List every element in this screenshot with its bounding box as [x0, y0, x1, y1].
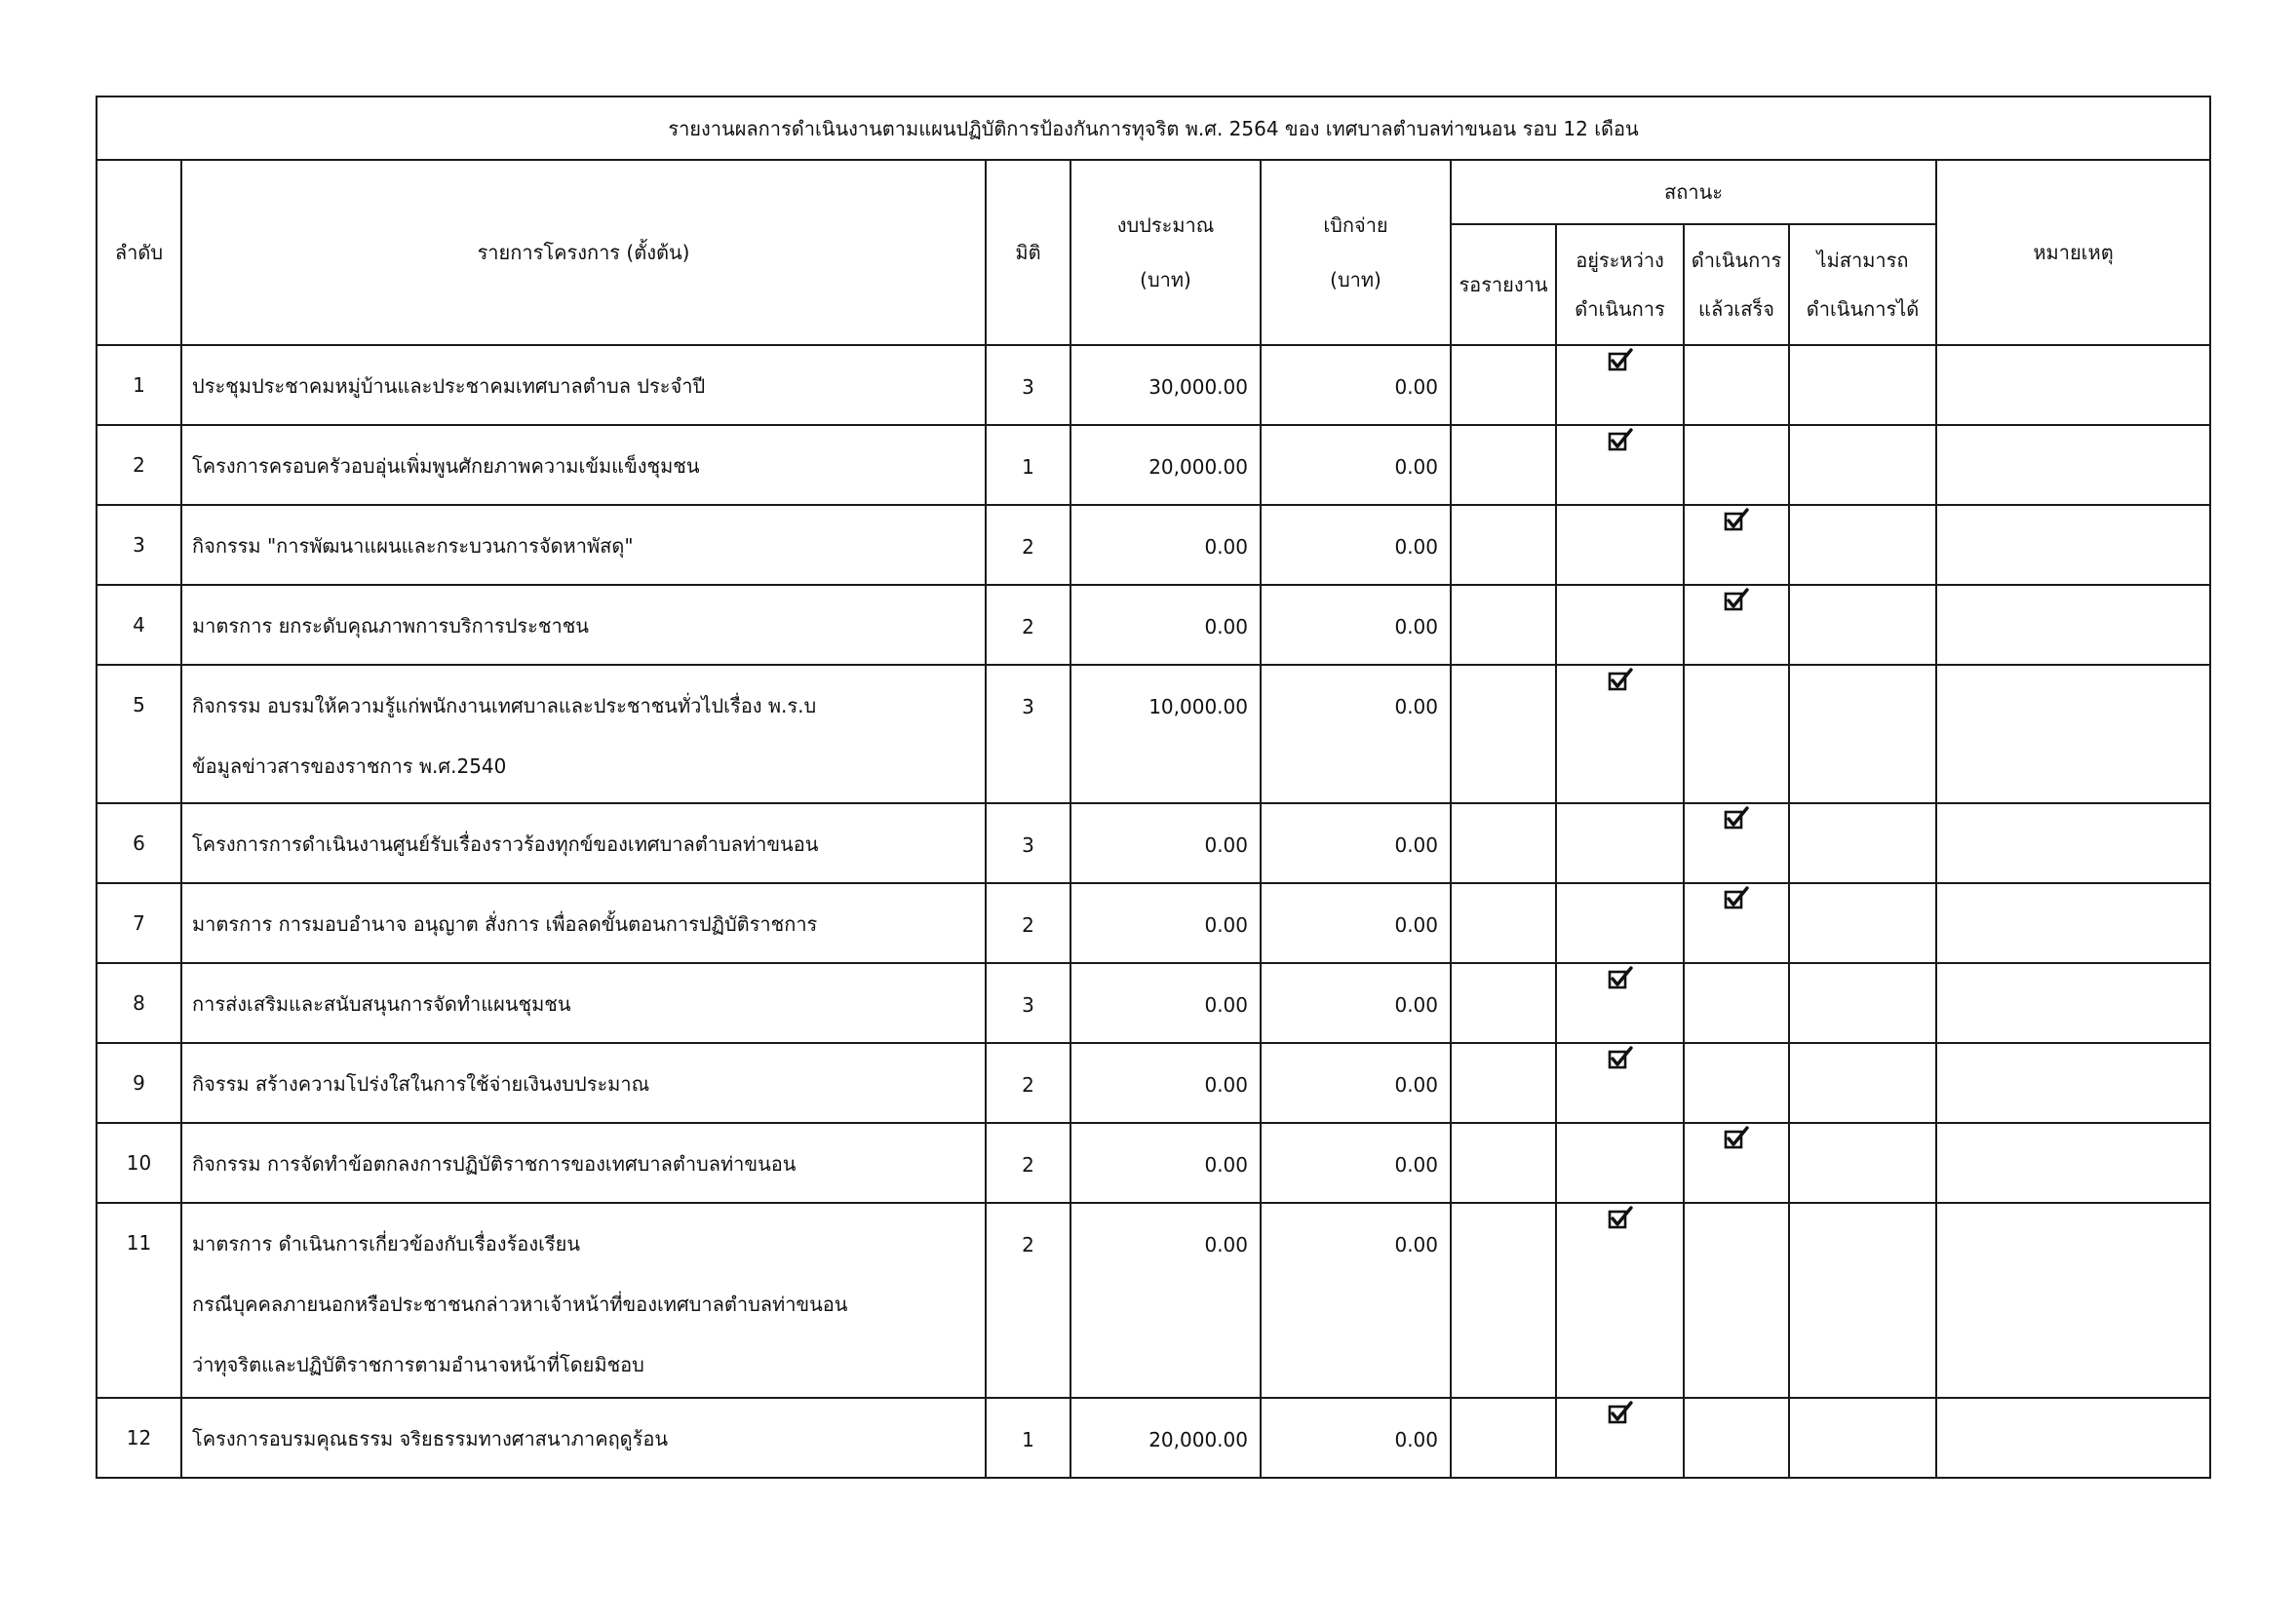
table-row: [97, 1398, 2210, 1478]
status-cell-waiting: [1451, 585, 1556, 665]
checkbox-checked-icon: [1608, 1401, 1633, 1426]
header-status-unable-line1: ไม่สามารถ: [1816, 249, 1909, 272]
status-cell-waiting: [1451, 345, 1556, 425]
dimension-value: 3: [986, 665, 1070, 803]
status-cell-in-progress: [1556, 1398, 1684, 1478]
project-name-line: กรณีบุคคลภายนอกหรือประชาชนกล่าวหาเจ้าหน้าที่ของเทศบาลตำบลท่าขนอน: [192, 1293, 848, 1316]
project-name-line: กิจกรรม "การพัฒนาแผนและกระบวนการจัดหาพัสดุ": [192, 534, 634, 558]
budget-value: 20,000.00: [1070, 1398, 1261, 1478]
project-name: [181, 345, 986, 425]
row-number: 5: [97, 665, 181, 803]
header-spent-line2: (บาท): [1330, 268, 1381, 291]
status-cell-waiting: [1451, 665, 1556, 803]
row-number: 9: [97, 1043, 181, 1123]
status-cell-done: [1684, 345, 1789, 425]
spent-value: 0.00: [1261, 665, 1451, 803]
header-status-done: [1684, 224, 1789, 345]
header-dimension: มิติ: [986, 160, 1070, 345]
project-name-line: กิจกรรม อบรมให้ความรู้แก่พนักงานเทศบาลและประชาชนทั่วไปเรื่อง พ.ร.บ: [192, 694, 817, 717]
table-row: [97, 1203, 2210, 1398]
status-cell-waiting: [1451, 1123, 1556, 1203]
header-status-in-progress-line1: อยู่ระหว่าง: [1576, 249, 1664, 272]
status-cell-in-progress: [1556, 883, 1684, 963]
row-number: 7: [97, 883, 181, 963]
checkbox-checked-icon: [1724, 1126, 1749, 1151]
row-number: 8: [97, 963, 181, 1043]
table-row: [97, 345, 2210, 425]
status-cell-done: [1684, 1043, 1789, 1123]
spent-value: 0.00: [1261, 425, 1451, 505]
row-number: 11: [97, 1203, 181, 1398]
budget-value: 0.00: [1070, 883, 1261, 963]
status-cell-in-progress: [1556, 1203, 1684, 1398]
table-row: [97, 505, 2210, 585]
header-budget-line1: งบประมาณ: [1116, 213, 1215, 237]
project-name-line: ว่าทุจริตและปฏิบัติราชการตามอำนาจหน้าที่โดยมิชอบ: [192, 1353, 644, 1376]
table-row: [97, 1123, 2210, 1203]
remark-cell: [1936, 883, 2210, 963]
status-cell-unable: [1789, 883, 1936, 963]
dimension-value: 2: [986, 505, 1070, 585]
header-status-unable-line2: ดำเนินการได้: [1806, 297, 1920, 321]
status-cell-waiting: [1451, 803, 1556, 883]
status-cell-done: [1684, 803, 1789, 883]
project-name: [181, 1043, 986, 1123]
status-cell-waiting: [1451, 1203, 1556, 1398]
row-number: 3: [97, 505, 181, 585]
project-name: [181, 505, 986, 585]
header-no: ลำดับ: [97, 160, 181, 345]
status-cell-waiting: [1451, 1398, 1556, 1478]
remark-cell: [1936, 803, 2210, 883]
status-cell-in-progress: [1556, 963, 1684, 1043]
checkbox-checked-icon: [1608, 966, 1633, 991]
status-cell-unable: [1789, 1398, 1936, 1478]
status-cell-done: [1684, 425, 1789, 505]
dimension-value: 1: [986, 1398, 1070, 1478]
status-cell-unable: [1789, 345, 1936, 425]
dimension-value: 2: [986, 883, 1070, 963]
status-cell-in-progress: [1556, 665, 1684, 803]
project-name: [181, 1123, 986, 1203]
checkbox-checked-icon: [1608, 428, 1633, 453]
status-cell-done: [1684, 883, 1789, 963]
project-name: [181, 963, 986, 1043]
checkbox-checked-icon: [1608, 1206, 1633, 1231]
status-cell-unable: [1789, 963, 1936, 1043]
remark-cell: [1936, 425, 2210, 505]
header-project: รายการโครงการ (ตั้งต้น): [181, 160, 986, 345]
header-status-in-progress-line2: ดำเนินการ: [1575, 297, 1665, 321]
remark-cell: [1936, 1123, 2210, 1203]
spent-value: 0.00: [1261, 1123, 1451, 1203]
header-status-unable: [1789, 224, 1936, 345]
status-cell-done: [1684, 585, 1789, 665]
status-cell-in-progress: [1556, 505, 1684, 585]
dimension-value: 1: [986, 425, 1070, 505]
budget-value: 0.00: [1070, 1043, 1261, 1123]
status-cell-done: [1684, 665, 1789, 803]
status-cell-done: [1684, 1398, 1789, 1478]
budget-value: 0.00: [1070, 1203, 1261, 1398]
status-cell-in-progress: [1556, 803, 1684, 883]
project-name: [181, 1203, 986, 1398]
remark-cell: [1936, 505, 2210, 585]
project-name-line: ประชุมประชาคมหมู่บ้านและประชาคมเทศบาลตำบล ประจำปี: [192, 374, 706, 398]
project-name: [181, 1398, 986, 1478]
row-number: 1: [97, 345, 181, 425]
remark-cell: [1936, 665, 2210, 803]
spent-value: 0.00: [1261, 803, 1451, 883]
checkbox-checked-icon: [1724, 508, 1749, 533]
checkbox-checked-icon: [1724, 806, 1749, 831]
budget-value: 0.00: [1070, 1123, 1261, 1203]
remark-cell: [1936, 1203, 2210, 1398]
project-name: [181, 665, 986, 803]
row-number: 2: [97, 425, 181, 505]
budget-value: 10,000.00: [1070, 665, 1261, 803]
project-name-line: มาตรการ การมอบอำนาจ อนุญาต สั่งการ เพื่อลดขั้นตอนการปฏิบัติราชการ: [192, 912, 818, 936]
project-name-line: ข้อมูลข่าวสารของราชการ พ.ศ.2540: [192, 754, 507, 778]
remark-cell: [1936, 585, 2210, 665]
status-cell-waiting: [1451, 505, 1556, 585]
row-number: 12: [97, 1398, 181, 1478]
header-spent: [1261, 160, 1451, 345]
status-cell-unable: [1789, 803, 1936, 883]
checkbox-checked-icon: [1608, 1046, 1633, 1071]
row-number: 6: [97, 803, 181, 883]
project-name-line: โครงการอบรมคุณธรรม จริยธรรมทางศาสนาภาคฤดูร้อน: [192, 1427, 669, 1450]
remark-cell: [1936, 1043, 2210, 1123]
header-status-done-line1: ดำเนินการ: [1691, 249, 1782, 272]
table-row: [97, 585, 2210, 665]
dimension-value: 3: [986, 963, 1070, 1043]
budget-value: 30,000.00: [1070, 345, 1261, 425]
checkbox-checked-icon: [1724, 886, 1749, 911]
header-status: สถานะ: [1451, 160, 1936, 224]
header-status-waiting-line1: รอรายงาน: [1459, 273, 1548, 296]
status-cell-done: [1684, 1123, 1789, 1203]
project-name: [181, 585, 986, 665]
table-row: [97, 1043, 2210, 1123]
header-status-done-line2: แล้วเสร็จ: [1698, 297, 1774, 321]
status-cell-waiting: [1451, 1043, 1556, 1123]
project-name: [181, 425, 986, 505]
checkbox-checked-icon: [1608, 668, 1633, 693]
report-table: [96, 96, 2211, 1479]
row-number: 4: [97, 585, 181, 665]
dimension-value: 2: [986, 1203, 1070, 1398]
project-name-line: กิจรรม สร้างความโปร่งใสในการใช้จ่ายเงินงบประมาณ: [192, 1072, 650, 1096]
project-name-line: มาตรการ ดำเนินการเกี่ยวข้องกับเรื่องร้องเรียน: [192, 1232, 581, 1256]
status-cell-unable: [1789, 585, 1936, 665]
header-budget-line2: (บาท): [1140, 268, 1191, 291]
status-cell-in-progress: [1556, 425, 1684, 505]
budget-value: 20,000.00: [1070, 425, 1261, 505]
report-rows: [97, 345, 2210, 1478]
table-row: [97, 665, 2210, 803]
header-spent-line1: เบิกจ่าย: [1323, 213, 1388, 237]
spent-value: 0.00: [1261, 1043, 1451, 1123]
status-cell-in-progress: [1556, 345, 1684, 425]
spent-value: 0.00: [1261, 1203, 1451, 1398]
status-cell-unable: [1789, 1203, 1936, 1398]
status-cell-waiting: [1451, 425, 1556, 505]
spent-value: 0.00: [1261, 505, 1451, 585]
spent-value: 0.00: [1261, 963, 1451, 1043]
status-cell-in-progress: [1556, 585, 1684, 665]
status-cell-unable: [1789, 1043, 1936, 1123]
header-remark: หมายเหตุ: [1936, 160, 2210, 345]
status-cell-done: [1684, 963, 1789, 1043]
status-cell-unable: [1789, 505, 1936, 585]
dimension-value: 3: [986, 345, 1070, 425]
project-name-line: โครงการครอบครัวอบอุ่นเพิ่มพูนศักยภาพความเข้มแข็งชุมชน: [192, 454, 700, 478]
budget-value: 0.00: [1070, 585, 1261, 665]
spent-value: 0.00: [1261, 883, 1451, 963]
status-cell-in-progress: [1556, 1123, 1684, 1203]
spent-value: 0.00: [1261, 585, 1451, 665]
project-name: [181, 803, 986, 883]
header-status-waiting: [1451, 224, 1556, 345]
dimension-value: 2: [986, 1043, 1070, 1123]
table-row: [97, 883, 2210, 963]
spent-value: 0.00: [1261, 345, 1451, 425]
row-number: 10: [97, 1123, 181, 1203]
spent-value: 0.00: [1261, 1398, 1451, 1478]
budget-value: 0.00: [1070, 803, 1261, 883]
status-cell-waiting: [1451, 963, 1556, 1043]
project-name-line: การส่งเสริมและสนับสนุนการจัดทำแผนชุมชน: [192, 992, 571, 1016]
checkbox-checked-icon: [1608, 348, 1633, 373]
remark-cell: [1936, 1398, 2210, 1478]
status-cell-unable: [1789, 1123, 1936, 1203]
status-cell-unable: [1789, 665, 1936, 803]
header-budget: [1070, 160, 1261, 345]
status-cell-done: [1684, 505, 1789, 585]
dimension-value: 2: [986, 1123, 1070, 1203]
report-title: รายงานผลการดำเนินงานตามแผนปฏิบัติการป้องกันการทุจริต พ.ศ. 2564 ของ เทศบาลตำบลท่าขนอน รอบ 12 เดือน: [97, 97, 2210, 160]
project-name-line: กิจกรรม การจัดทำข้อตกลงการปฏิบัติราชการของเทศบาลตำบลท่าขนอน: [192, 1152, 797, 1176]
budget-value: 0.00: [1070, 505, 1261, 585]
checkbox-checked-icon: [1724, 588, 1749, 613]
project-name-line: มาตรการ ยกระดับคุณภาพการบริการประชาชน: [192, 614, 589, 638]
header-status-in-progress: [1556, 224, 1684, 345]
table-row: [97, 425, 2210, 505]
table-row: [97, 963, 2210, 1043]
status-cell-waiting: [1451, 883, 1556, 963]
dimension-value: 3: [986, 803, 1070, 883]
remark-cell: [1936, 963, 2210, 1043]
dimension-value: 2: [986, 585, 1070, 665]
status-cell-in-progress: [1556, 1043, 1684, 1123]
status-cell-unable: [1789, 425, 1936, 505]
project-name: [181, 883, 986, 963]
remark-cell: [1936, 345, 2210, 425]
table-row: [97, 803, 2210, 883]
budget-value: 0.00: [1070, 963, 1261, 1043]
project-name-line: โครงการการดำเนินงานศูนย์รับเรื่องราวร้องทุกข์ของเทศบาลตำบลท่าขนอน: [192, 832, 819, 856]
status-cell-done: [1684, 1203, 1789, 1398]
